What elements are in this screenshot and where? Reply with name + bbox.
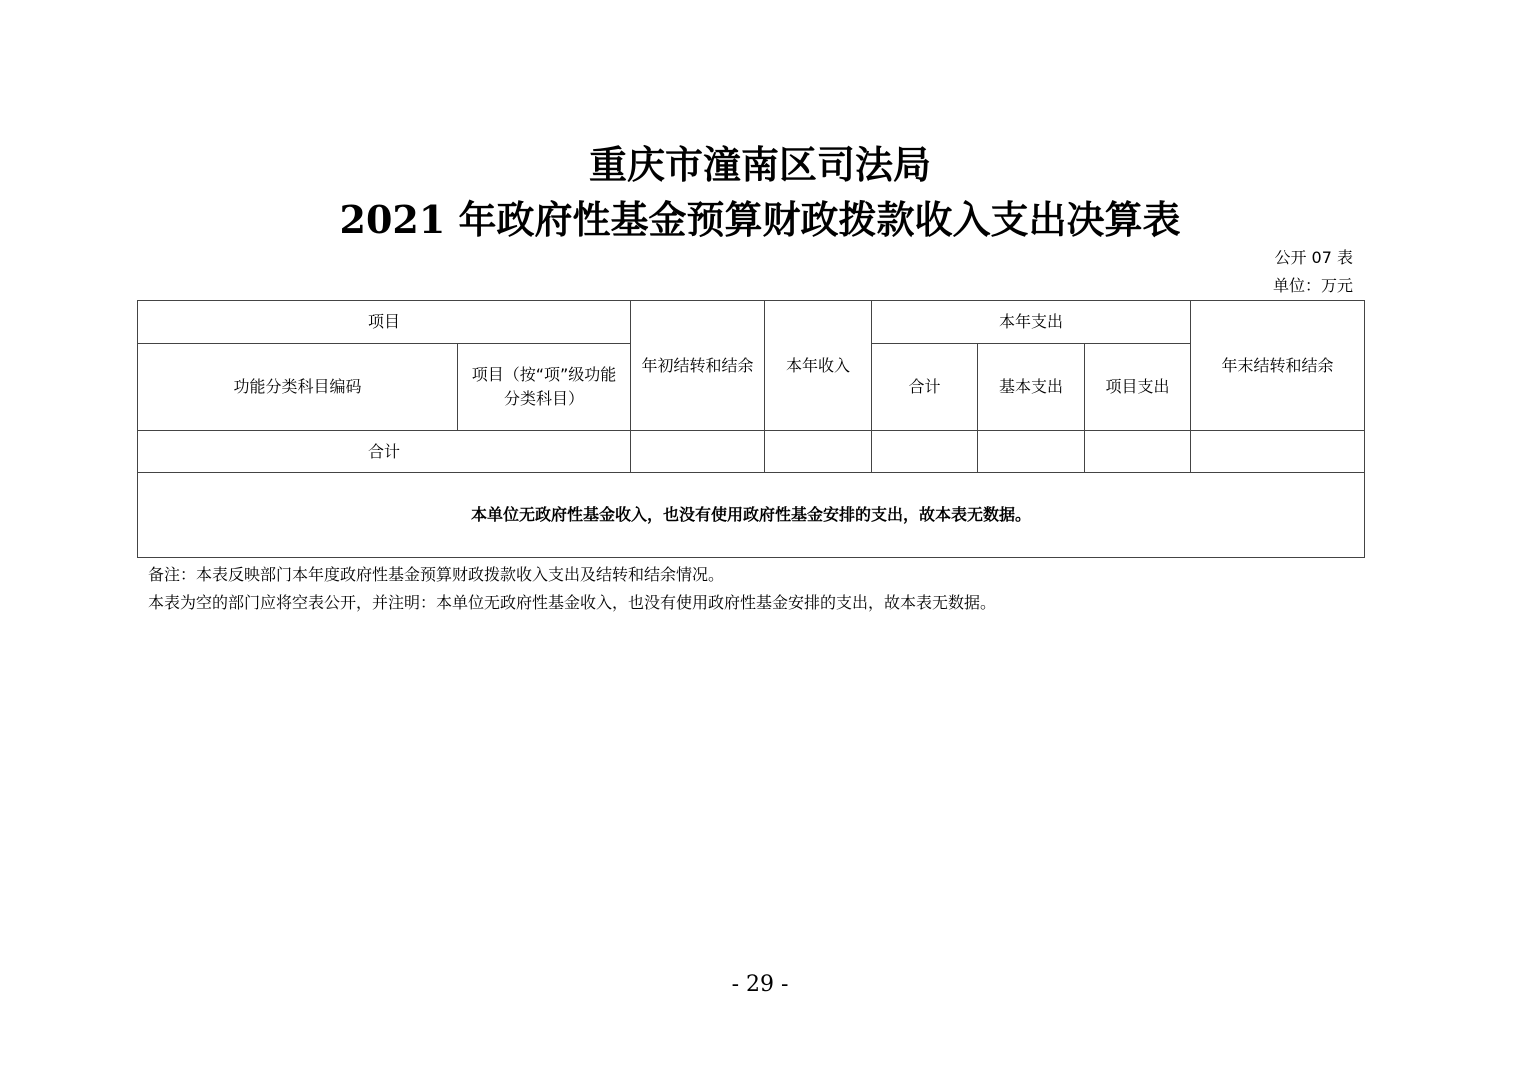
header-begin-balance: 年初结转和结余 — [631, 301, 765, 431]
note-line-2: 本表为空的部门应将空表公开，并注明：本单位无政府性基金收入，也没有使用政府性基金安排的支出，故本表无数据。 — [148, 593, 997, 612]
total-basic — [978, 431, 1085, 473]
header-func-code: 功能分类科目编码 — [138, 344, 458, 431]
note-line-1: 备注：本表反映部门本年度政府性基金预算财政拨款收入支出及结转和结余情况。 — [148, 565, 725, 584]
header-income: 本年收入 — [765, 301, 872, 431]
table-number: 公开 07 表 — [1274, 248, 1353, 267]
total-begin-balance — [631, 431, 765, 473]
unit-label: 单位：万元 — [1272, 276, 1353, 295]
total-income — [765, 431, 872, 473]
total-end-balance — [1191, 431, 1365, 473]
budget-table — [137, 300, 1365, 558]
header-project: 项目 — [138, 301, 631, 344]
header-expense-group: 本年支出 — [872, 301, 1191, 344]
table-row — [138, 431, 1365, 473]
total-expense — [872, 431, 978, 473]
header-project-expense: 项目支出 — [1085, 344, 1191, 431]
header-item-name: 项目（按“项”级功能分类科目） — [458, 344, 631, 431]
page-number: - 29 - — [731, 972, 789, 997]
page-subtitle: 2021 年政府性基金预算财政拨款收入支出决算表 — [339, 197, 1181, 242]
header-total: 合计 — [872, 344, 978, 431]
total-row-label: 合计 — [138, 431, 631, 473]
header-end-balance: 年末结转和结余 — [1191, 301, 1365, 431]
empty-message: 本单位无政府性基金收入，也没有使用政府性基金安排的支出，故本表无数据。 — [138, 473, 1365, 558]
total-project-expense — [1085, 431, 1191, 473]
page-title: 重庆市潼南区司法局 — [588, 142, 931, 187]
header-basic: 基本支出 — [978, 344, 1085, 431]
